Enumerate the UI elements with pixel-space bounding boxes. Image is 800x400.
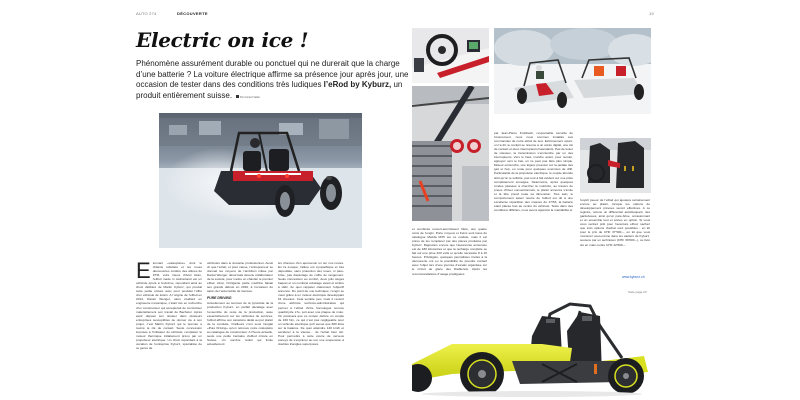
page-folio-left: AUTO 274 <box>136 11 157 16</box>
cockpit-photo <box>412 28 489 83</box>
hero-photo-svg <box>159 113 362 248</box>
article-column-5 <box>494 131 573 307</box>
hero-photo <box>159 113 362 248</box>
article-column-3 <box>278 261 344 396</box>
page-folio-right: 19 <box>649 11 654 16</box>
website-link[interactable]: www.kyburz.ch <box>622 275 645 279</box>
byline-text: Par Gérard Vallat <box>239 95 260 99</box>
lead-text: Phénomène assurément durable ou ponctuel qui ne durerait que la charge d’une batterie ? La voiture électrique affirme sa présence jour après jour, une occasion de tester dans des conditions très ludiques <box>136 59 409 89</box>
snow-track-photo-svg <box>494 28 651 114</box>
article-column-2 <box>207 261 273 396</box>
column-2-text-a: véhicules dans le domaine professionnel. Aussi vit que l’éclair, et pour cause, l’entrepreneur se donnait les moyens de l’ambition initiée par Daniel Wenger, désormais devenu collaborateur de la société, pour mettre en chantier le premier eRod. Ainsi, l’intrigante petite machine faisait ses grands débuts en 2016, à l’occasion du salon de l’automobile de Genève. <box>207 261 273 294</box>
byline-square-icon <box>236 95 239 98</box>
suspension-photo-svg <box>412 86 489 221</box>
column-1-text: tonnant «caléoptère» dont le châssis tubulaire et les roues découvertes confère des allures de KTM, voire mieux d’Ariel Atom, l’eRod made in switzerland est un véhicule épuré à l’extrême, répondant ainsi au choix délibéré de Martin Kyburz, qui produit cette petite voiture avec pour postulat l’offre d’un véhicule de loisirs. A l’origine de l’eRod en 2014, Daniel Wenger, alors étudiant en engineerie mécanique, c’était mis en recherche d’un constructeur qui accepterait de concrétiser matériellement son travail de Bachelor. Après avoir déposé son dossier dans plusieurs entreprises susceptibles de donner vie à son projet, c’est Martin Kyburz qui le premier a tourné la clé de contact. Seule concession imposée à l’initiateur du véhicule, remplacer le moteur thermique initialement prévu par un propulseur électrique. Un choix répondant à la vocation de l’entreprise Kyburz, spécialiste de ce genre de <box>136 261 202 350</box>
lead-text-end: un produit entièrement suisse. <box>136 80 403 100</box>
column-4-text: et combinés ressort-amortisseur fileté, aux quatre coins de l’engin. Porte moyeux et freins sont issus du catalogue Mazda MX5 sur ce modèle, mais il est prévu de les remplacer par des pièces produites par Kyburz. Rajoutons encore que l’autonomie annoncée est de 180 kilomètres et que la recharge complète se fait sur une prise 220 volts et qu’elle nécessite 8 à 10 heures. Privilégiés, quelques journalistes invités à la découverte ont eu la possibilité de prendre contact avec l’objet lors d’une journée d’essais organisée sur le circuit de glace des Diablerets. Après les recommandations d’usage prodiguées <box>412 227 487 276</box>
lead-bold-text: l’eRod by Kyburz, <box>323 80 392 89</box>
article-lead <box>136 59 420 103</box>
column-3-text: les chances d’en apercevoir un sur nos routes. En l’a évoqué, l’allure est sympathique et très dépouillée, sans protection des roues, ni pare-brise, pas davantage de coffre de rangement. Seule concession au confort, deux jolis sièges baquet et un combiné éclairage avant et arrière à LED, de quoi rappeler clairement l’objectif annoncé. Du point de vue technique, l’engin se meut grâce à un moteur électrique développant 61 chevaux. Cela semble peu, mais il ressort d’une alchimie technico-administrative qui permet à l’eRod d’être homologué comme quadricycle L7e, soit avec une plaque de moto. On précisera que ce moteur délivre un couple de 160 Nm, ce qui n’est pas négligeable pour un véhicule électrique qu’il avoue que 600 kilos sur la balance. De quoi atteindre 120 km/h et accélérer à la vitesse… de l’éclair bien sûr. Pour permettre à cette écurie de nerveux poneys de s’exprimer au sol, une suspension à doubles triangles superposés <box>278 261 344 346</box>
column-2-text-b: Actuellement au sommet de la pyramide de la production Kyburz, en parfait décalage avec l’ensemble du reste de la production, axée essentiellement sur les véhicules de services, l’eRod affirme son caractère dédié au pur plaisir de la conduite. D’ailleurs c’est sous l’anglat «Pure Driving» qu’on retrouve notre coléoptère au catalogue du constructeur. A l’heure actuelle, seule une petite trentaine d’eRod circule en Suisse. Un nombre réduit qui limite actuellement <box>207 301 273 346</box>
article-title: Electric on ice ! <box>136 28 309 52</box>
article-column-6 <box>580 198 650 258</box>
seats-photo-svg <box>580 138 651 193</box>
column-5-text: par Jean-Pierre Krobbach, responsable sécurité de l’événement, nous nous sommes installés aux commandes de notre eRod de test. Extrêmement épuré, on l’a dit, le cockpit se résume à un écran digital, une clé de contact et deux interrupteurs basculants. Pas de levier de vitesses, la transmission s’enclenche par un des interrupteurs. Vers le haut, marche avant, pour reculer, appuyez vers le bas, on ne peut pas faire plus simple. Moteur enclenché, une légère pression sur la pédale des gaz et hop, en route pour quelques exercices de drift. Particularité de la propulsion électrique, le couple abonde sitôt qu’on le sollicite, pas tout à fait évident sur une piste complètement enneigée. Néanmoins, après quelques rondes passées à chercher la motricité, au travers de pneus d’hiver conventionnels, le plaisir annoncé s’invite et la fête prend toute sa dimension. Très sain, le comportement assez neutre de l’eRod est dû à une excellente répartition des masses de 47/53, la batterie étant placée bas au centre du véhicule. Testé dans des conditions difficiles, nous avons apprécié la maniabilité et <box>494 131 573 212</box>
studio-car-photo <box>412 286 657 398</box>
column-6-text: l’esprit joueur de l’eRod qui ajoutera certainement encore au plaisir, lorsque les options de développement prévues seront effectives. A ce registre, notons un différentiel autobloquant, des gardeboues, ainsi qu’un pare-brise, occasionnant et un ensemble tout et portes en option. Si vous vous sentiez prêt pour l’aventure eRod, sachez que trois options d’achat sont possibles : en kit pour le prix de CHF 37’500.–, en kit que vous monterez vous-même dans les ateliers de Kyburz, soutenu par un technicien (CHF 39’600.–), ou livré clé en main contre CHF 42’500.–. <box>580 198 650 247</box>
studio-car-photo-svg <box>412 286 657 398</box>
drop-cap: E <box>136 261 151 283</box>
section-rubric: DÉCOUVERTE <box>177 11 208 16</box>
article-column-1 <box>136 261 202 396</box>
seats-photo <box>580 138 651 193</box>
cockpit-photo-svg <box>412 28 489 83</box>
continued-note: Suite page 20 <box>628 290 647 294</box>
byline <box>234 91 259 100</box>
subhead-pure-driving: PURE DRIVING <box>207 296 232 301</box>
suspension-photo <box>412 86 489 221</box>
snow-track-photo <box>494 28 651 114</box>
